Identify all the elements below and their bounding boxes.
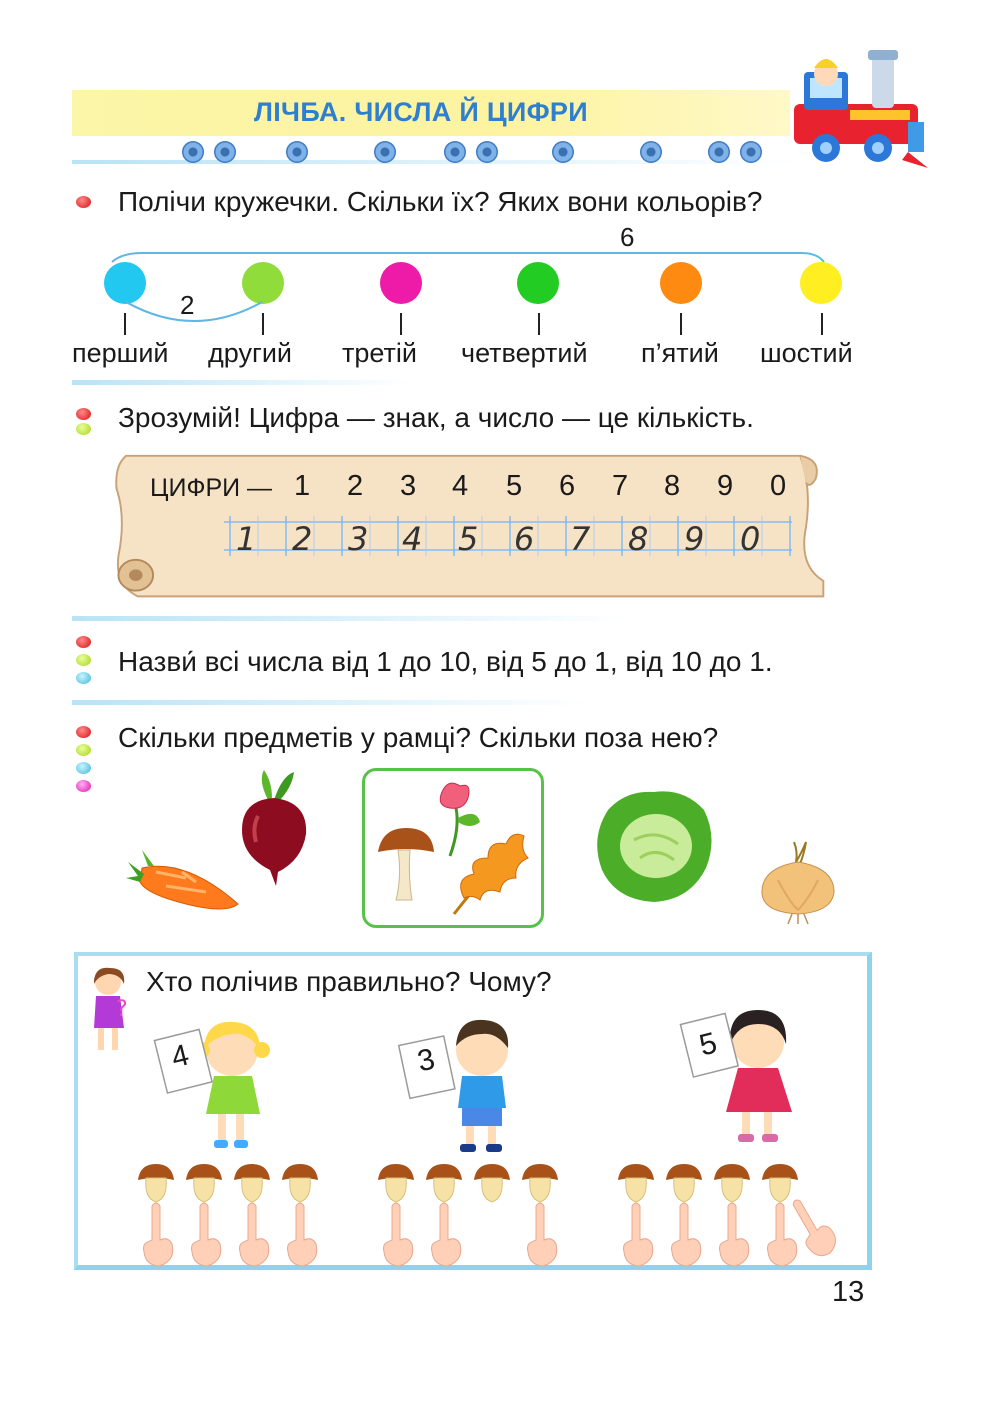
pair-count-label: 2: [180, 290, 195, 320]
child-boy-icon: [400, 1012, 520, 1158]
handwritten-digit-9: 9: [684, 520, 705, 558]
carrot-icon: [126, 848, 240, 914]
handwritten-digit-5: 5: [458, 520, 479, 558]
ordinal-3: третій: [342, 338, 417, 368]
digit-3: 3: [400, 470, 417, 502]
total-brace: [112, 250, 827, 266]
divider: [72, 380, 412, 385]
card-number-4: 4: [168, 1038, 193, 1075]
card-number-3: 3: [414, 1042, 438, 1079]
child-dark-hair-girl-icon: [684, 1004, 804, 1152]
mushroom-icon: [376, 826, 436, 902]
ordinal-5: п’ятий: [641, 338, 719, 368]
ordinal-2: другий: [208, 338, 292, 368]
train-engine-icon: [790, 44, 930, 170]
ordinal-1: перший: [72, 338, 169, 368]
task4-text: Скільки предметів у рамці? Скільки поза нею?: [118, 722, 719, 753]
handwritten-digit-4: 4: [402, 520, 423, 558]
circle-5: [660, 262, 702, 304]
bullet-red: [76, 196, 91, 208]
total-count-label: 6: [620, 222, 635, 252]
cabbage-icon: [594, 788, 716, 906]
child-blonde-girl-icon: [156, 1010, 276, 1156]
digit-6: 6: [559, 470, 576, 502]
digit-0: 0: [770, 470, 787, 502]
handwritten-digit-0: 0: [740, 520, 761, 558]
handwritten-digit-7: 7: [570, 520, 591, 558]
digit-9: 9: [717, 470, 734, 502]
handwritten-digit-2: 2: [292, 520, 313, 558]
handwritten-digit-3: 3: [348, 520, 369, 558]
digit-2: 2: [347, 470, 364, 502]
digit-4: 4: [452, 470, 469, 502]
digit-7: 7: [612, 470, 629, 502]
handwritten-digit-6: 6: [514, 520, 535, 558]
bullet-red: [76, 636, 91, 648]
handwritten-digit-1: 1: [236, 520, 257, 558]
bullet-red: [76, 408, 91, 420]
bullet-blue: [76, 762, 91, 774]
ordinal-4: четвертий: [461, 338, 588, 368]
digits-label: ЦИФРИ —: [150, 474, 273, 502]
handwritten-digit-8: 8: [628, 520, 649, 558]
title-underline: [72, 160, 802, 164]
circle-3: [380, 262, 422, 304]
circle-2: [242, 262, 284, 304]
digit-8: 8: [664, 470, 681, 502]
mushrooms-and-fingers: [130, 1160, 830, 1264]
bullet-blue: [76, 672, 91, 684]
card-number-5: 5: [696, 1026, 721, 1063]
circle-4: [517, 262, 559, 304]
svg-text:?: ?: [116, 997, 128, 1022]
task3-text: Назви́ всі числа від 1 до 10, від 5 до 1, від 10 до 1.: [118, 646, 773, 677]
task5-text: Хто полічив правильно? Чому?: [146, 966, 552, 997]
bullet-green: [76, 654, 91, 666]
bullet-green: [76, 423, 91, 435]
page-number: 13: [832, 1276, 865, 1308]
circle-1: [104, 262, 146, 304]
onion-icon: [758, 840, 838, 924]
divider: [72, 700, 592, 705]
task1-text: Полічи кружечки. Скільки їх? Яких вони кольорів?: [118, 186, 763, 217]
task2-text: Зрозумій! Цифра — знак, а число — це кількість.: [118, 402, 754, 433]
oak-leaf-icon: [444, 828, 532, 918]
bullet-pink: [76, 780, 91, 792]
circle-6: [800, 262, 842, 304]
page-title: ЛІЧБА. ЧИСЛА Й ЦИФРИ: [254, 97, 588, 127]
bullet-green: [76, 744, 91, 756]
bullet-red: [76, 726, 91, 738]
girl-mascot-icon: [86, 966, 132, 1056]
divider: [72, 616, 632, 621]
beetroot-icon: [238, 770, 310, 888]
ordinal-6: шостий: [760, 338, 853, 368]
digit-5: 5: [506, 470, 523, 502]
digit-1: 1: [294, 470, 311, 502]
